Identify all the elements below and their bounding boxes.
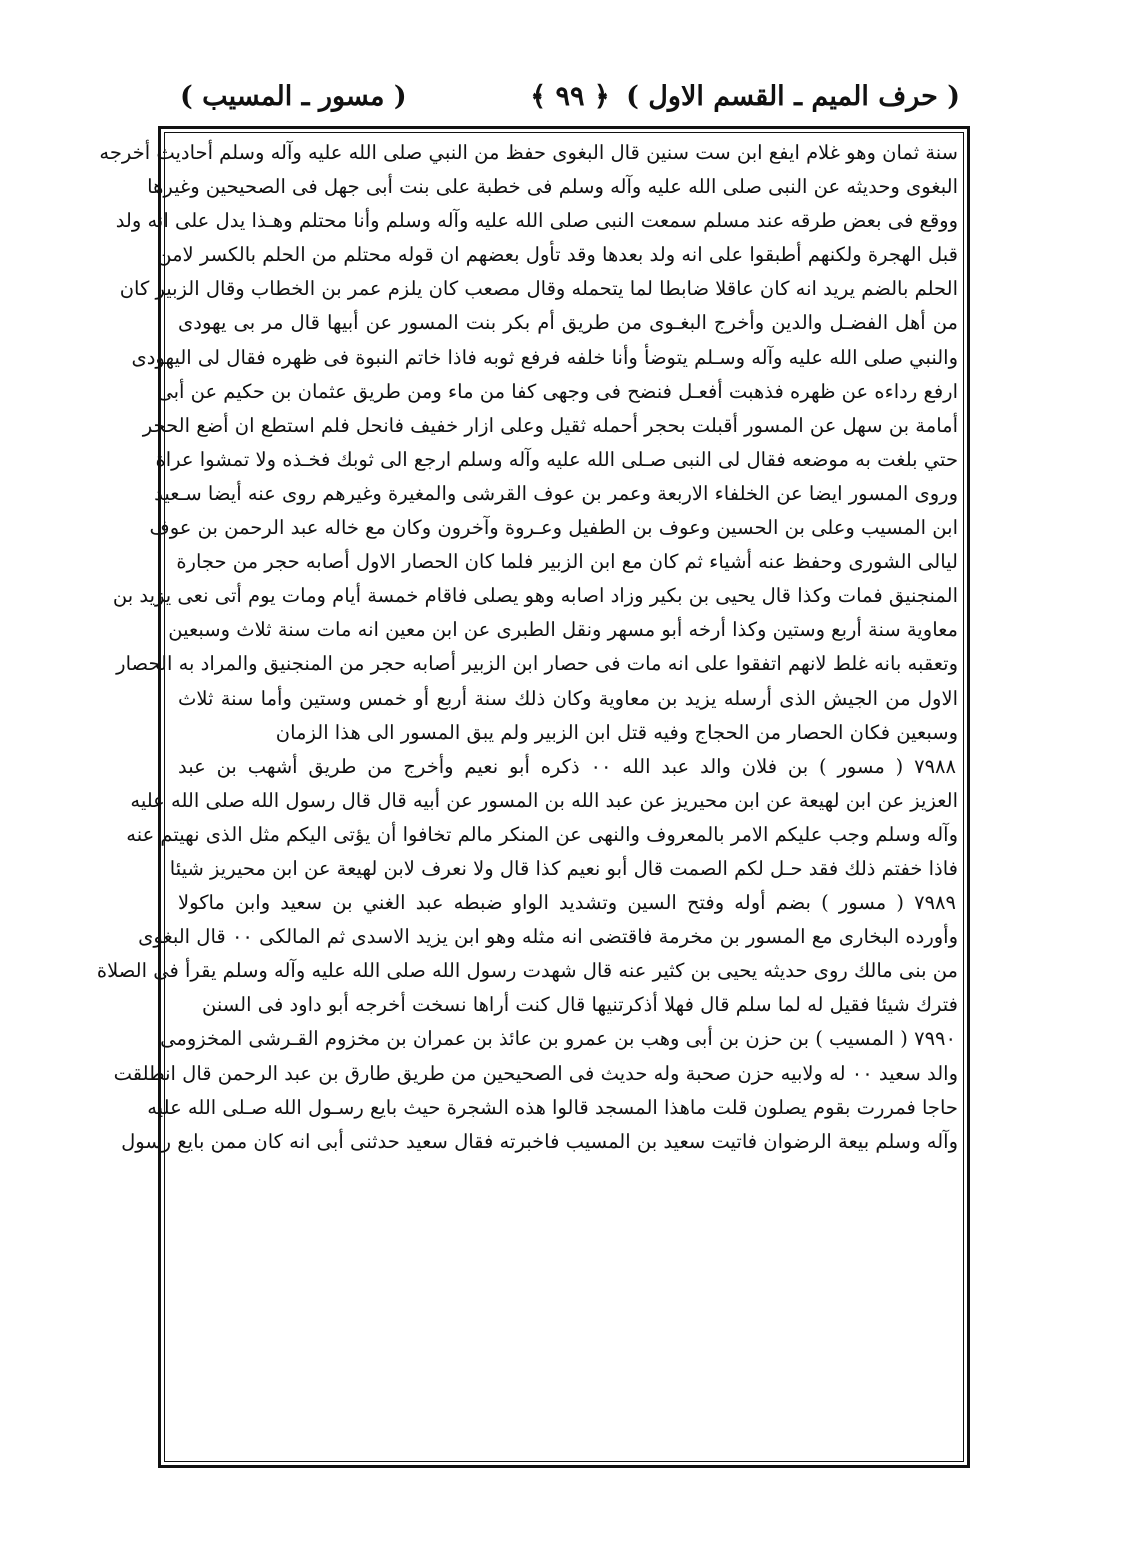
entry-7988-heading-line: ٧٩٨٨ ( مسور ) بن فلان والد عبد الله ٠٠ ذكره أبو نعيم وأخرج من طريق أشهب بن عبد — [178, 754, 956, 778]
entry-7989-heading-line: ٧٩٨٩ ( مسور ) بضم أوله وفتح السين وتشديد الواو ضبطه عبد الغني بن سعيد وابن ماكولا — [178, 891, 956, 915]
text-line: معاوية سنة أربع وستين وكذا أرخه أبو مسهر ونقل الطبرى عن ابن معين انه مات سنة ثلاث وسبعين — [168, 618, 958, 642]
text-line: وسبعين فكان الحصار من الحجاج وفيه قتل ابن الزبير ولم يبق المسور الى هذا الزمان — [275, 720, 958, 744]
text-line: وتعقبه بانه غلط لانهم اتفقوا على انه مات فى حصار ابن الزبير أصابه حجر من المنجنيق والمراد به الحصار — [116, 652, 958, 676]
entry-7990-heading-line: ٧٩٩٠ ( المسيب ) بن حزن بن أبى وهب بن عمرو بن عائذ بن عمران بن مخزوم القـرشى المخزومى — [160, 1027, 956, 1051]
text-line: من أهل الفضـل والدين وأخرج البغـوى من طريق أم بكر بنت المسور عن أبيها قال مر بى يهودى — [178, 311, 958, 335]
header-section-title: ( حرف الميم ـ القسم الاول ) — [626, 81, 960, 112]
text-line: ابن المسيب وعلى بن الحسين وعوف بن الطفيل وعـروة وآخرون وكان مع خاله عبد الرحمن بن عوف — [149, 516, 958, 540]
text-line: فاذا خفتم ذلك فقد حـل لكم الصمت قال أبو نعيم كذا قال ولا نعرف لابن لهيعة عن ابن محيريز شيئا — [169, 856, 958, 880]
text-line: سنة ثمان وهو غلام ايفع ابن ست سنين قال البغوى حفظ من النبي صلى الله عليه وآله وسلم أحاديث أخرجه — [99, 141, 958, 164]
text-line: وآله وسلم بيعة الرضوان فاتيت سعيد بن المسيب فاخبرته فقال سعيد حدثنى أبى انه كان ممن بايع رسول — [121, 1129, 958, 1153]
header-entry-range: ( مسور ـ المسيب ) — [180, 81, 407, 112]
text-line: الحلم بالضم يريد انه كان عاقلا ضابطا لما يتحمله وقال مصعب كان يلزم عمر بن الخطاب وقال الزبير كان — [119, 277, 958, 301]
text-line: ليالى الشورى وحفظ عنه أشياء ثم كان مع ابن الزبير فلما كان الحصار الاول أصابه حجر من حجارة — [176, 550, 958, 574]
page-header — [180, 72, 960, 122]
text-line: العزيز عن ابن لهيعة عن ابن محيريز عن عبد الله بن المسور عن أبيه قال قال رسول الله صلى الله عليه — [130, 788, 958, 812]
text-line: قبل الهجرة ولكنهم أطبقوا على انه ولد بعدها وقد تأول بعضهم ان قوله محتلم من الحلم بالكسر لامن — [157, 243, 958, 267]
text-line: حتي بلغت به موضعه فقال لى النبى صـلى الله عليه وآله وسلم ارجع الى ثوبك فخـذه ولا تمشوا عراة — [155, 447, 958, 471]
text-line: المنجنيق فمات وكذا قال يحيى بن بكير وزاد اصابه وهو يصلى فاقام خمسة أيام ومات يوم أتى نعى يزيد بن — [112, 584, 958, 608]
text-line: ووقع فى بعض طرقه عند مسلم سمعت النبى صلى الله عليه وآله وسلم وأنا محتلم وهـذا يدل على انه ولد — [115, 209, 958, 233]
main-text-block — [96, 136, 958, 1456]
text-line: البغوى وحديثه عن النبى صلى الله عليه وآله وسلم فى خطبة على بنت أبى جهل فى الصحيحين وغيرها — [147, 175, 958, 199]
text-line: ارفع رداءه عن ظهره فذهبت أفعـل فنضح فى وجهى كفا من ماء ومن طريق عثمان بن حكيم عن أبى — [157, 379, 958, 403]
text-line: والنبي صلى الله عليه وآله وسـلم يتوضأ وأنا خلفه فرفع ثوبه فاذا خاتم النبوة فى ظهره فقال لى اليهودى — [131, 345, 958, 369]
page-number: ﴿ ٩٩ ﴾ — [530, 81, 610, 112]
text-line: الاول من الجيش الذى أرسله يزيد بن معاوية وكان ذلك سنة أربع أو خمس وستين وأما سنة ثلاث — [178, 686, 958, 710]
text-line: وأورده البخارى مع المسور بن مخرمة فاقتضى انه مثله وهو ابن يزيد الاسدى ثم المالكى ٠٠ قال البغوى — [138, 925, 958, 949]
text-line: وآله وسلم وجب عليكم الامر بالمعروف والنهى عن المنكر مالم تخافوا أن يؤتى اليكم مثل الذى نهيتم عنه — [126, 822, 958, 846]
text-line: من بنى مالك روى حديثه يحيى بن كثير عنه قال شهدت رسول الله صلى الله عليه وآله وسلم يقرأ فى الصلاة — [96, 959, 958, 983]
text-line: أمامة بن سهل عن المسور أقبلت بحجر أحمله ثقيل وعلى ازار خفيف فانحل فلم استطع ان أضع الحجر — [142, 413, 958, 437]
text-line: والد سعيد ٠٠ له ولابيه حزن صحبة وله حديث فى الصحيحين من طريق طارق بن عبد الرحمن قال انطلقت — [113, 1061, 958, 1085]
text-line: فترك شيئا فقيل له لما سلم قال فهلا أذكرتنيها قال كنت أراها نسخت أخرجه أبو داود فى السنن — [202, 993, 958, 1017]
text-line: حاجا فمررت بقوم يصلون قلت ماهذا المسجد قالوا هذه الشجرة حيث بايع رسـول الله صـلى الله عليه — [147, 1095, 958, 1119]
text-line: وروى المسور ايضا عن الخلفاء الاربعة وعمر بن عوف القرشى والمغيرة وغيرهم روى عنه أيضا سـعيد — [154, 481, 958, 505]
